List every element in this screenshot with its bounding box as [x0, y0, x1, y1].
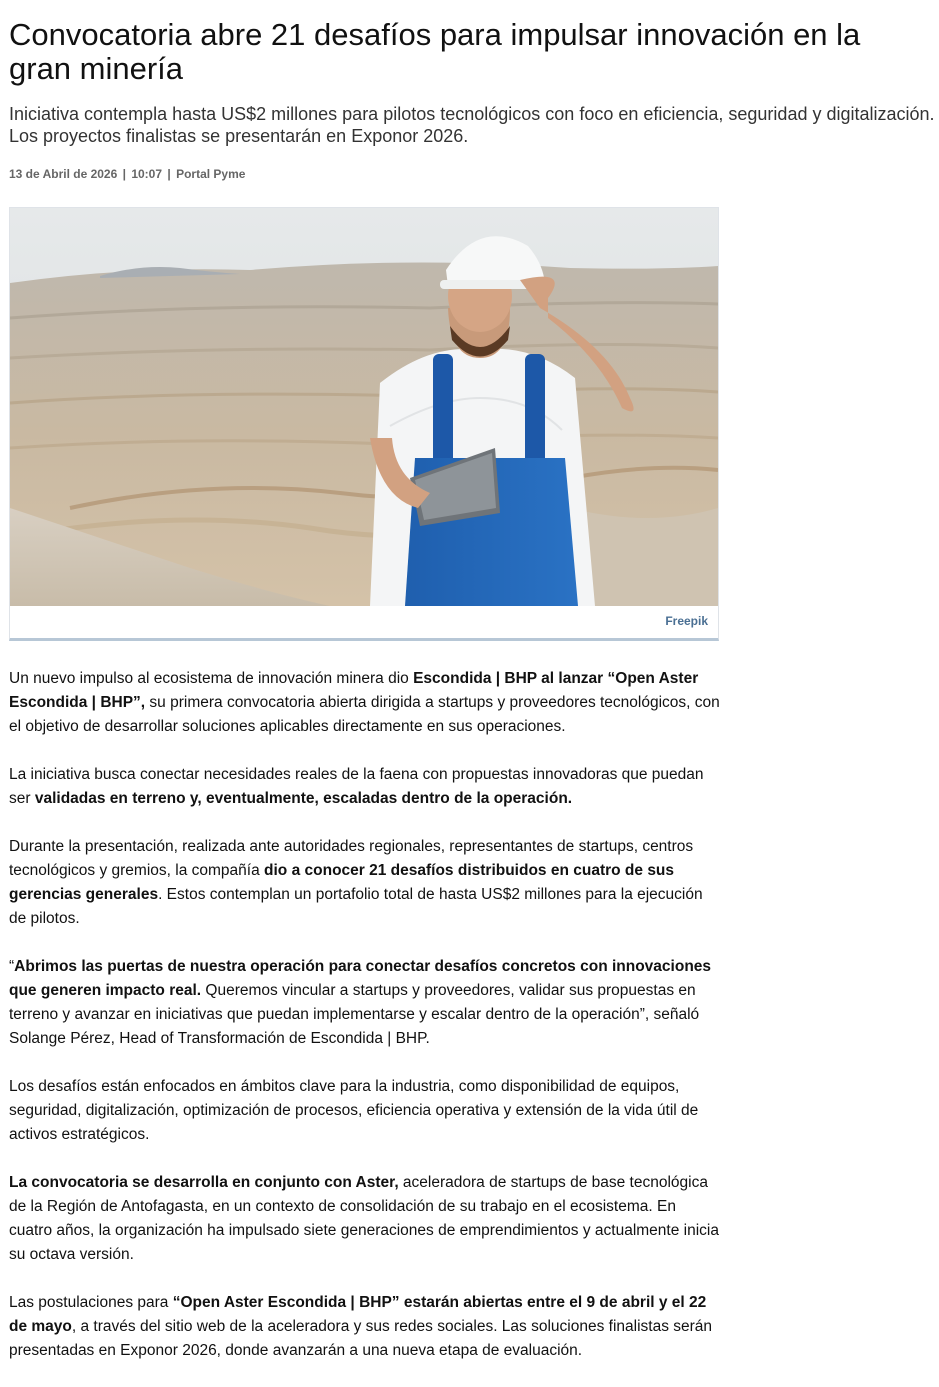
article-time: 10:07: [131, 167, 163, 181]
article-date: 13 de Abril de 2026: [9, 167, 118, 181]
miner-photo-illustration: [10, 208, 718, 606]
article-title: Convocatoria abre 21 desafíos para impulsar innovación en la gran minería: [9, 17, 861, 86]
text-run: La iniciativa busca conectar necesidades reales de la faena con propuestas innovadoras que puedan ser: [9, 766, 704, 807]
text-run: Las postulaciones para: [9, 1294, 173, 1311]
text-run: su primera convocatoria abierta dirigida a startups y proveedores tecnológicos, con el objetivo de desarrollar soluciones aplicables directamente en sus operaciones.: [9, 694, 720, 735]
article-paragraph: [9, 1171, 721, 1267]
bold-text-run: validadas en terreno y, eventualmente, escaladas dentro de la operación.: [34, 790, 573, 807]
bold-text-run: dio a conocer 21 desafíos distribuidos en cuatro de sus gerencias generales: [9, 862, 675, 903]
text-run: “: [9, 958, 15, 975]
text-run: , a través del sitio web de la aceleradora y sus redes sociales. Las soluciones finalistas serán presentadas en Exponor 2026, donde avanzarán a una nueva etapa de evaluación.: [9, 1318, 713, 1359]
text-run: Queremos vincular a startups y proveedores, validar sus propuestas en terreno y avanzar en iniciativas que puedan implementarse y escalar dentro de la operación”, señaló Solange Pérez, Head of Transformación de Escondida | BHP.: [9, 982, 700, 1047]
article-photo: [10, 208, 718, 606]
text-run: Un nuevo impulso al ecosistema de innovación minera dio: [9, 670, 414, 687]
article-paragraph: [9, 1291, 721, 1363]
article-meta: [9, 166, 937, 182]
article-subtitle: Iniciativa contempla hasta US$2 millones para pilotos tecnológicos con foco en eficiencia, seguridad y digitalización. Los proyectos finalistas se presentarán en Exponor 2026.: [9, 104, 935, 146]
bold-text-run: Abrimos las puertas de nuestra operación para conectar desafíos concretos con innovaciones que generen impacto real.: [9, 958, 712, 999]
article-source: Portal Pyme: [176, 167, 246, 181]
article-paragraph: [9, 835, 721, 931]
image-caption: Freepik: [665, 614, 708, 628]
article-paragraph: [9, 763, 721, 811]
text-run: Durante la presentación, realizada ante autoridades regionales, representantes de startups, centros tecnológicos y gremios, la compañía: [9, 838, 694, 879]
meta-separator: |: [122, 167, 126, 181]
article-paragraph: [9, 1075, 721, 1147]
bold-text-run: La convocatoria se desarrolla en conjunto con Aster,: [9, 1174, 399, 1191]
bold-text-run: Escondida | BHP al lanzar “Open Aster Escondida | BHP”,: [9, 670, 699, 711]
text-run: aceleradora de startups de base tecnológica de la Región de Antofagasta, en un contexto de consolidación de su trabajo en el ecosistema. En cuatro años, la organización ha impulsado siete generaciones de emprendimientos y actualmente inicia su octava versión.: [9, 1174, 719, 1263]
article-paragraph: [9, 667, 721, 739]
article-header: [9, 18, 937, 182]
text-run: Los desafíos están enfocados en ámbitos clave para la industria, como disponibilidad de equipos, seguridad, digitalización, optimización de procesos, eficiencia operativa y extensión de la vida útil de activos estratégicos.: [9, 1078, 699, 1143]
meta-separator: |: [167, 167, 171, 181]
text-run: . Estos contemplan un portafolio total de hasta US$2 millones para la ejecución de pilotos.: [9, 886, 703, 927]
article-body: [9, 667, 721, 1387]
article-figure: [9, 207, 719, 641]
article-paragraph: [9, 955, 721, 1051]
bold-text-run: “Open Aster Escondida | BHP” estarán abiertas entre el 9 de abril y el 22 de mayo: [9, 1294, 707, 1335]
